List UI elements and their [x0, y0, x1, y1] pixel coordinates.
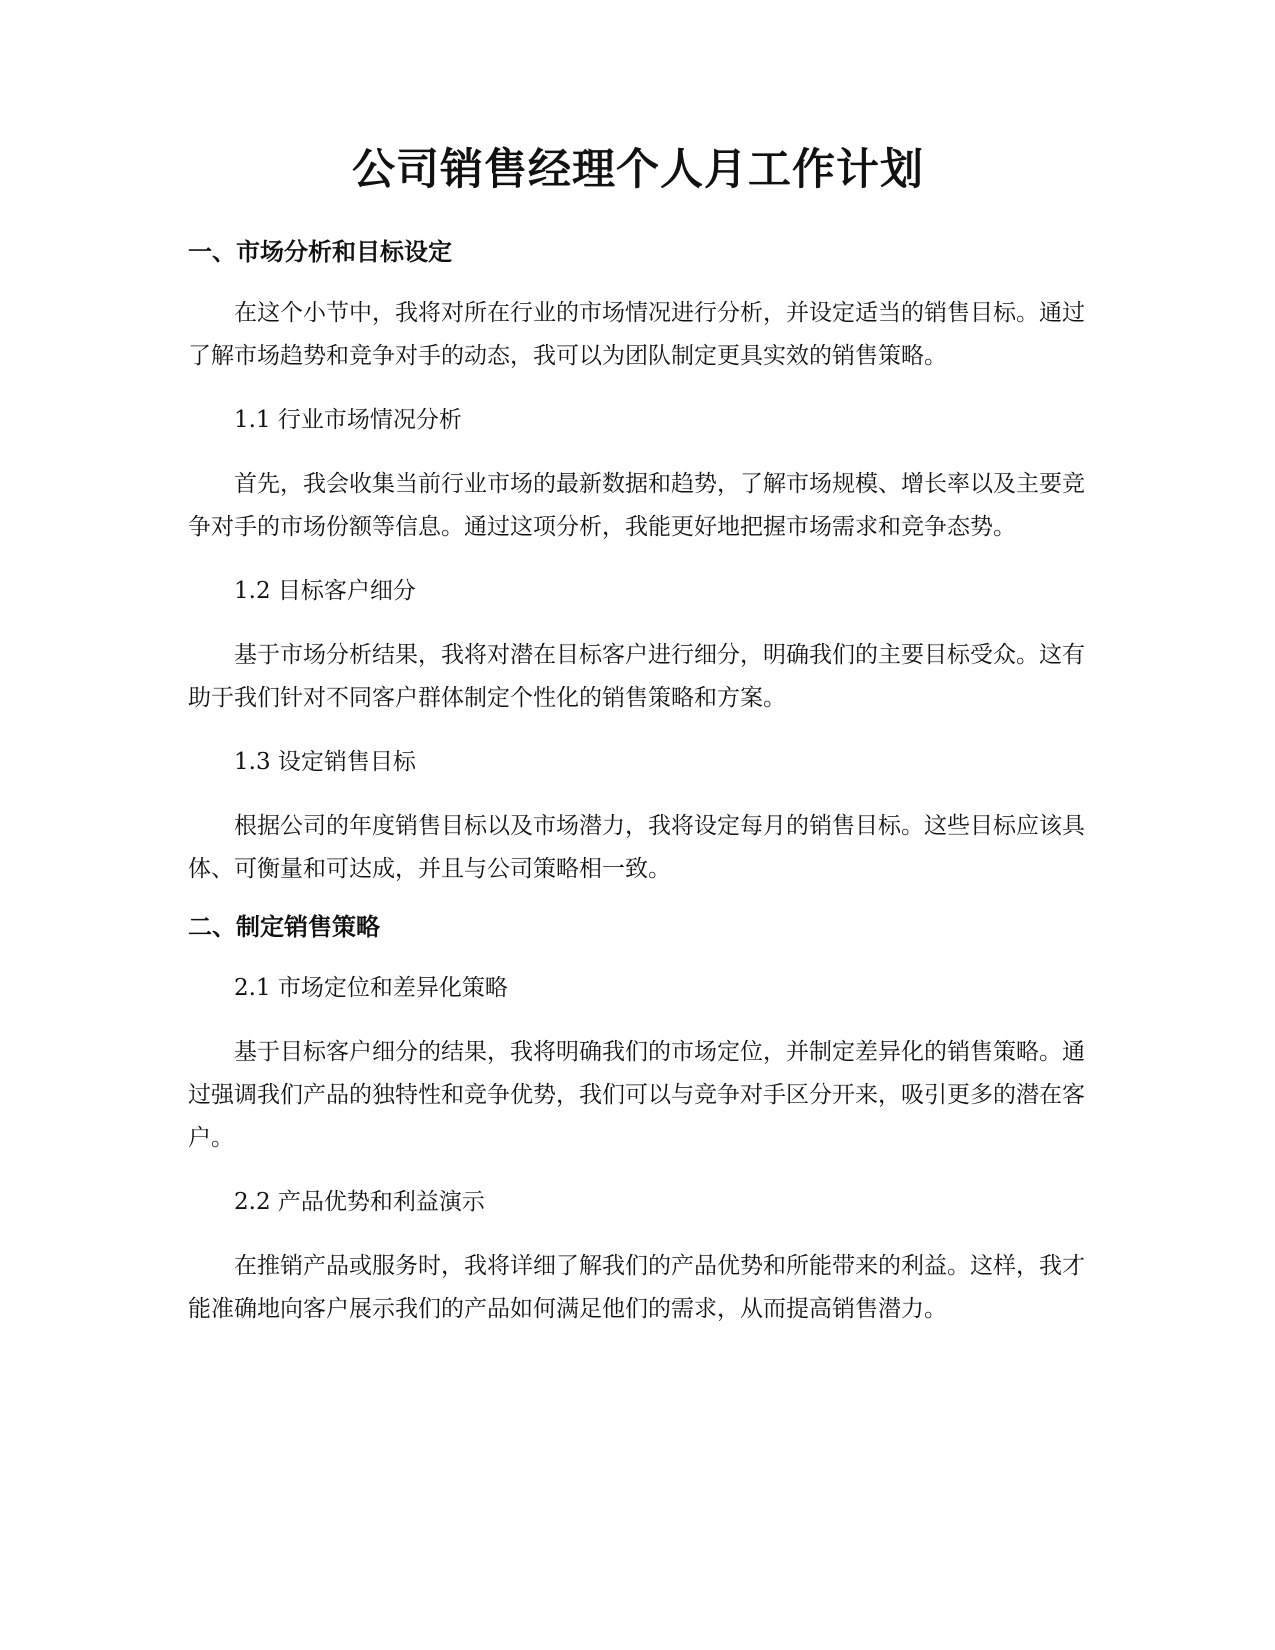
document-content	[188, 145, 1088, 1352]
subsection-paragraph: 首先，我会收集当前行业市场的最新数据和趋势，了解市场规模、增长率以及主要竞争对手的市场份额等信息。通过这项分析，我能更好地把握市场需求和竞争态势。	[188, 470, 1085, 540]
document-title: 公司销售经理个人月工作计划	[352, 145, 924, 195]
subsection-paragraph: 根据公司的年度销售目标以及市场潜力，我将设定每月的销售目标。这些目标应该具体、可衡量和可达成，并且与公司策略相一致。	[188, 812, 1085, 882]
section-sales-strategy	[188, 912, 1088, 1331]
subsection-paragraph: 基于目标客户细分的结果，我将明确我们的市场定位，并制定差异化的销售策略。通过强调我们产品的独特性和竞争优势，我们可以与竞争对手区分开来，吸引更多的潜在客户。	[188, 1038, 1085, 1151]
subsection-heading: 1.3 设定销售目标	[234, 748, 416, 775]
subsection-heading: 1.2 目标客户细分	[234, 577, 416, 604]
section-heading: 一、市场分析和目标设定	[188, 237, 452, 266]
section-market-analysis	[188, 237, 1088, 891]
subsection-heading: 2.1 市场定位和差异化策略	[234, 974, 508, 1001]
subsection-heading: 2.2 产品优势和利益演示	[234, 1188, 485, 1215]
section-intro-paragraph: 在这个小节中，我将对所在行业的市场情况进行分析，并设定适当的销售目标。通过了解市场趋势和竞争对手的动态，我可以为团队制定更具实效的销售策略。	[188, 299, 1085, 369]
subsection-paragraph: 在推销产品或服务时，我将详细了解我们的产品优势和所能带来的利益。这样，我才能准确地向客户展示我们的产品如何满足他们的需求，从而提高销售潜力。	[188, 1252, 1085, 1322]
subsection-paragraph: 基于市场分析结果，我将对潜在目标客户进行细分，明确我们的主要目标受众。这有助于我们针对不同客户群体制定个性化的销售策略和方案。	[188, 641, 1085, 711]
subsection-heading: 1.1 行业市场情况分析	[234, 406, 462, 433]
section-heading: 二、制定销售策略	[188, 912, 380, 941]
